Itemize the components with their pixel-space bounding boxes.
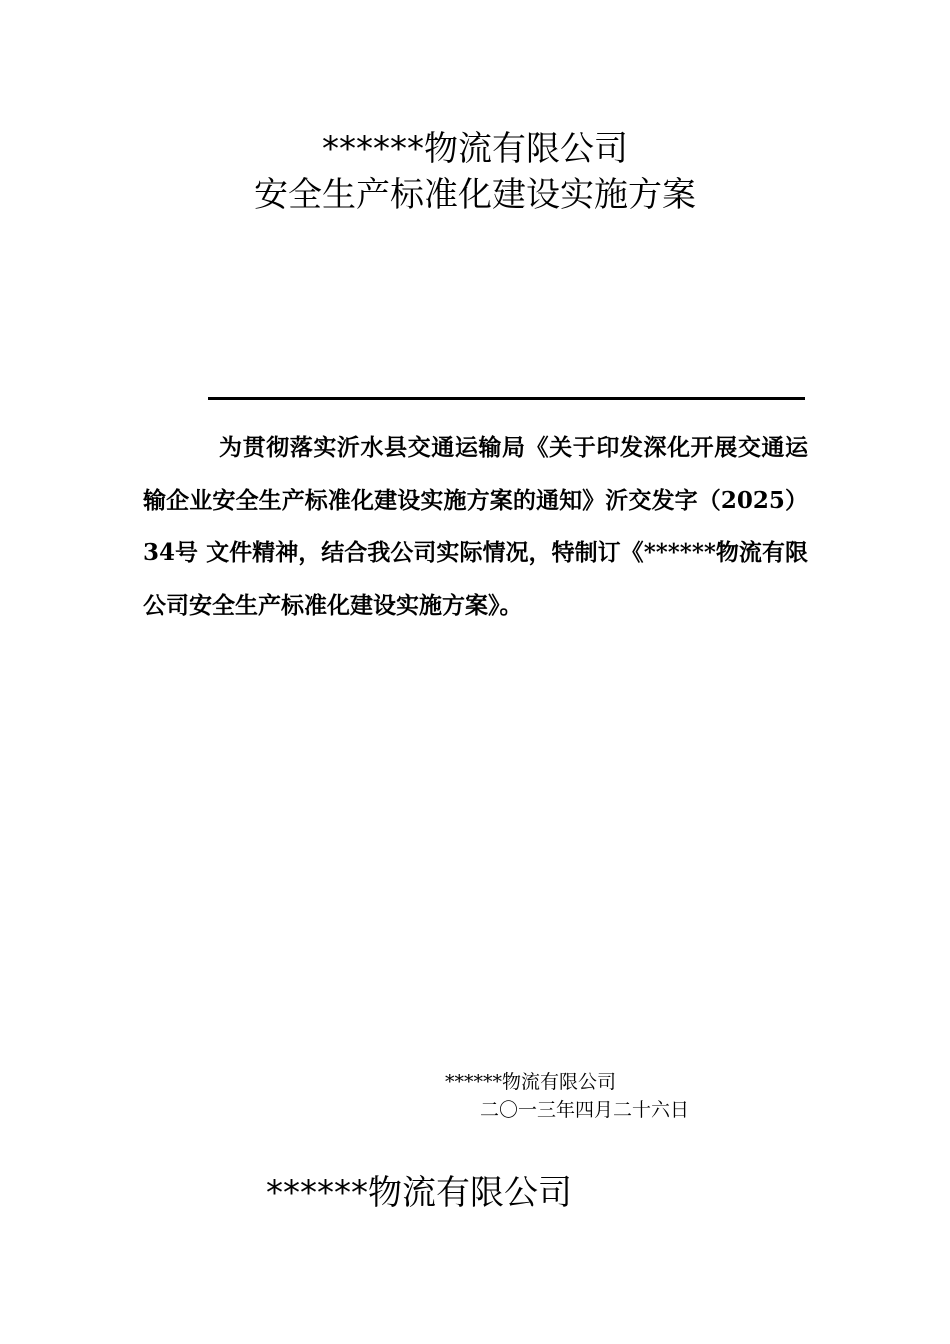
footer-company-name: ******物流有限公司 [266, 1173, 572, 1213]
document-title [0, 126, 950, 218]
signature-date: 二〇一三年四月二十六日 [480, 1099, 690, 1121]
signature-company: ******物流有限公司 [445, 1071, 617, 1093]
horizontal-divider [208, 397, 805, 400]
title-company-name: ******物流有限公司 [322, 129, 628, 169]
body-paragraph: 为贯彻落实沂水县交通运输局《关于印发深化开展交通运输企业安全生产标准化建设实施方案的通知》沂交发字（2025） 34号 文件精神，结合我公司实际情况，特制订《******物流有限公司安全生产标准化建设实施方案》。 [143, 434, 808, 619]
title-plan-name: 安全生产标准化建设实施方案 [254, 175, 696, 215]
